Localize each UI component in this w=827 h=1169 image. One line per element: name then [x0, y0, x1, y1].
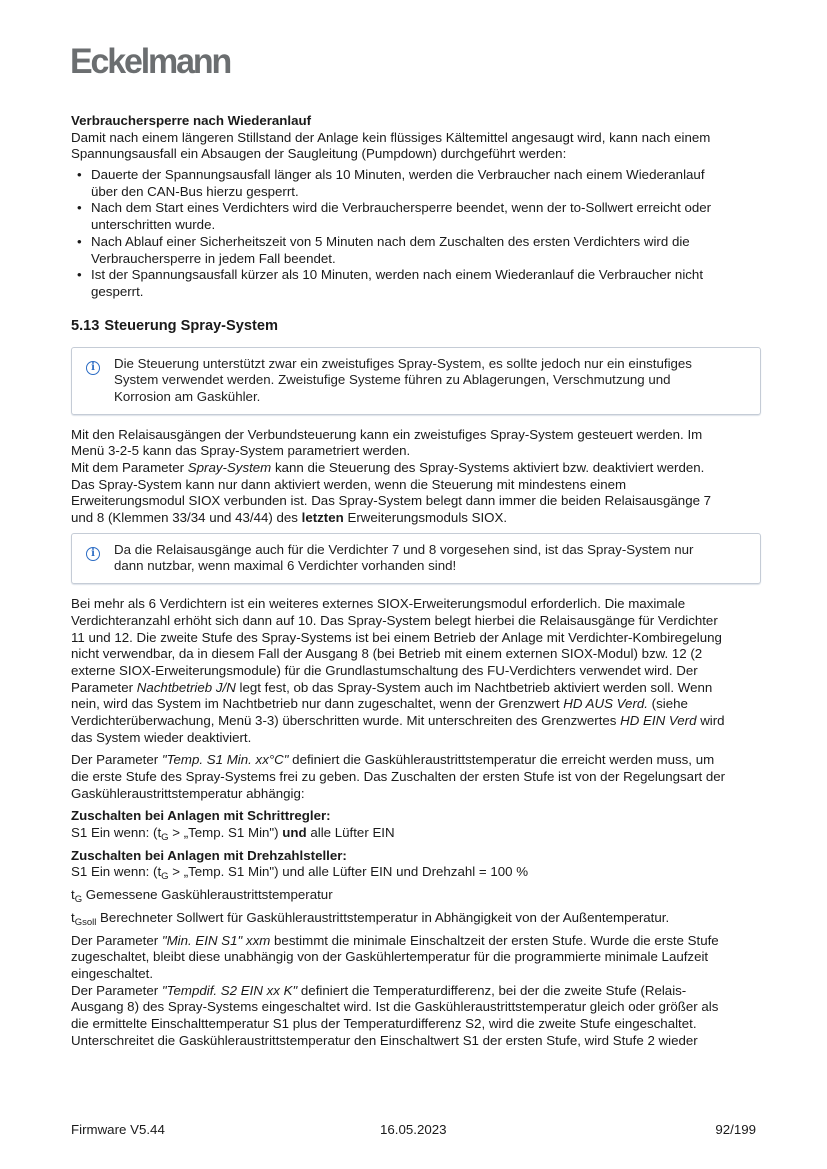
- text-segment: Berechneter Sollwert für Gaskühleraustrittstemperatur in Abhängigkeit von der Außentemperatur.: [96, 909, 670, 925]
- info-note: [71, 533, 761, 584]
- italic-text: "Tempdif. S2 EIN xx K": [161, 982, 298, 998]
- paragraph: [71, 427, 761, 527]
- subheading: [71, 113, 761, 130]
- text-segment: kann die Steuerung des Spray-Systems aktiviert bzw. deaktiviert werden.: [271, 460, 705, 475]
- list-item: [71, 167, 761, 200]
- eckelmann-logo: Eckelmann: [70, 42, 231, 81]
- text-line: [71, 864, 761, 881]
- text-line: externe SIOX-Erweiterungsmodule) für die Grundlastumschaltung des FU-Verdichters verwendet wird. Der: [71, 662, 698, 678]
- text-line: Erweiterungsmodul SIOX verbunden ist. Das Spray-System belegt dann immer die beiden Relaisausgänge 7: [71, 493, 712, 509]
- italic-text: "Min. EIN S1" xxm: [161, 932, 271, 948]
- subscript: Gsoll: [74, 916, 97, 928]
- info-icon: i: [86, 361, 100, 375]
- italic-text: Nachtbetrieb J/N: [136, 679, 236, 695]
- subscript: G: [161, 832, 169, 844]
- paragraph: [71, 910, 761, 927]
- text-segment: Der Parameter: [71, 982, 162, 998]
- text-segment: wird: [696, 712, 725, 728]
- text-segment: t: [71, 909, 75, 925]
- text-line: System verwendet werden. Zweistufige Systeme führen zu Ablagerungen, Verschmutzung und: [114, 372, 671, 388]
- paragraph: [71, 848, 761, 881]
- list-item: [71, 267, 761, 300]
- text-line: unterschritten wurde.: [91, 217, 216, 233]
- text-line: die ermittelte Einschalttemperatur S1 plus der Temperaturdifferenz S2, wird die zweite Stufe eingeschaltet.: [71, 1015, 697, 1031]
- text-line: [71, 825, 761, 842]
- text-segment: S1 Ein wenn: (t: [71, 864, 162, 880]
- text-segment: Parameter: [71, 679, 137, 695]
- text-segment: Mit dem Parameter: [71, 460, 188, 475]
- text-line: Ausgang 8) des Spray-Systems eingeschaltet wird. Ist die Gaskühleraustrittstemperatur gleich oder größer als: [71, 999, 719, 1015]
- section-title: Steuerung Spray-System: [104, 317, 278, 334]
- paragraph: [71, 596, 761, 746]
- paragraph: [71, 130, 761, 163]
- text-segment: alle Lüfter EIN: [306, 825, 395, 841]
- text-line: Die Steuerung unterstützt zwar ein zweistufiges Spray-System, es sollte jedoch nur ein einstufiges: [114, 355, 692, 371]
- text-segment: Der Parameter: [71, 932, 162, 948]
- text-segment: > „Temp. S1 Min") und alle Lüfter EIN und Drehzahl = 100 %: [168, 864, 529, 880]
- text-line: das System wieder deaktiviert.: [71, 729, 252, 745]
- text-segment: Der Parameter: [71, 752, 162, 768]
- text-segment: bestimmt die minimale Einschaltzeit der ersten Stufe. Wurde die erste Stufe: [270, 932, 719, 948]
- bullet-icon: •: [77, 167, 82, 183]
- bullet-icon: •: [77, 267, 82, 283]
- text-segment: S1 Ein wenn: (t: [71, 825, 162, 841]
- text-line: Spannungsausfall ein Absaugen der Saugleitung (Pumpdown) durchgeführt werden:: [71, 146, 567, 162]
- subscript: G: [74, 894, 83, 906]
- text-line: [71, 752, 761, 769]
- text-line: gesperrt.: [91, 283, 144, 299]
- text-line: [71, 933, 761, 950]
- text-line: über den CAN-Bus hierzu gesperrt.: [91, 183, 299, 199]
- text-segment: definiert die Gaskühleraustrittstemperatur die erreicht werden muss, um: [288, 752, 715, 768]
- text-line: Menü 3-2-5 kann das Spray-System parametriert werden.: [71, 443, 411, 459]
- text-line: Korrosion am Gaskühler.: [114, 388, 261, 404]
- text-line: Verdichteranzahl erhöht sich dann auf 10. Das Spray-System belegt hierbei die Relaisausgänge für Verdichter: [71, 612, 718, 628]
- paragraph: [71, 933, 761, 1050]
- bullet-list: [71, 167, 761, 301]
- text-line: Ist der Spannungsausfall kürzer als 10 Minuten, werden nach einem Wiederanlauf die Verbraucher nicht: [91, 267, 704, 283]
- text-segment: t: [71, 887, 75, 903]
- text-line: [71, 510, 761, 527]
- text-line: dann nutzbar, wenn maximal 6 Verdichter vorhanden sind!: [114, 558, 457, 574]
- text-line: Damit nach einem längeren Stillstand der Anlage kein flüssiges Kältemittel angesaugt wird, kann nach einem: [71, 129, 711, 145]
- italic-text: HD EIN Verd: [620, 712, 697, 728]
- list-item: [71, 234, 761, 267]
- text-segment: Gemessene Gaskühleraustrittstemperatur: [82, 887, 333, 903]
- text-segment: legt fest, ob das Spray-System auch im Nachtbetrieb aktiviert werden soll. Wenn: [235, 679, 713, 695]
- bold-text: und: [282, 825, 307, 841]
- paragraph: [71, 752, 761, 802]
- text-line: Nach dem Start eines Verdichters wird die Verbrauchersperre beendet, wenn der to-Sollwert erreicht oder: [91, 200, 712, 216]
- footer-page-number: 92/199: [715, 1122, 756, 1137]
- text-line: [71, 983, 761, 1000]
- text-line: nicht verwendbar, da in diesem Fall der Ausgang 8 (bei Betrieb mit einem externen SIOX-Modul) bzw. 12 (2: [71, 646, 703, 662]
- bold-text: Zuschalten bei Anlagen mit Drehzahlsteller:: [71, 847, 347, 863]
- text-line: Gaskühleraustrittstemperatur abhängig:: [71, 785, 305, 801]
- bullet-icon: •: [77, 233, 82, 249]
- text-line: [71, 887, 761, 904]
- italic-text: Spray-System: [187, 460, 272, 475]
- text-segment: definiert die Temperaturdifferenz, bei der die zweite Stufe (Relais-: [297, 982, 687, 998]
- italic-text: "Temp. S1 Min. xx°C": [161, 752, 289, 768]
- footer-date: 16.05.2023: [380, 1122, 447, 1137]
- subscript: G: [161, 871, 169, 883]
- info-icon: i: [86, 547, 100, 561]
- text-line: [71, 460, 761, 477]
- bullet-icon: •: [77, 200, 82, 216]
- text-line: 11 und 12. Die zweite Stufe des Spray-Systems ist bei einem Betrieb der Anlage mit Verdichter-Kombiregelung: [71, 629, 722, 645]
- footer-firmware: Firmware V5.44: [71, 1122, 165, 1137]
- bold-text: Zuschalten bei Anlagen mit Schrittregler:: [71, 808, 331, 824]
- paragraph: [71, 808, 761, 844]
- text-segment: > „Temp. S1 Min"): [168, 825, 283, 841]
- text-line: Verbrauchersperre in jedem Fall beendet.: [91, 250, 336, 266]
- italic-text: HD AUS Verd.: [563, 696, 648, 712]
- info-note: [71, 347, 761, 415]
- text-line: eingeschaltet.: [71, 965, 154, 981]
- list-item: [71, 200, 761, 233]
- text-line: die erste Stufe des Spray-Systems frei zu geben. Das Zuschalten der ersten Stufe ist von der Regelungsart der: [71, 769, 726, 784]
- text-segment: (siehe: [647, 696, 688, 712]
- text-line: [71, 848, 761, 865]
- document-body: [71, 113, 761, 1055]
- text-line: [71, 808, 761, 825]
- section-number: 5.13: [71, 317, 100, 334]
- text-segment: Verdichterüberwachung, Menü 3-3) überschritten wurde. Mit unterschreiten des Grenzwertes: [71, 712, 621, 728]
- bold-text: letzten: [301, 510, 344, 526]
- text-line: Das Spray-System kann nur dann aktiviert werden, wenn die Steuerung mit mindestens einem: [71, 476, 627, 492]
- text-line: [71, 910, 761, 927]
- text-line: zugeschaltet, bleibt diese unabhängig von der Gaskühlertemperatur für die programmierte minimale Laufzeit: [71, 949, 709, 965]
- text-segment: nein, wird das System im Nachtbetrieb nur dann zugeschaltet, wenn der Grenzwert: [71, 696, 564, 712]
- text-line: [71, 713, 761, 730]
- text-line: Dauerte der Spannungsausfall länger als 10 Minuten, werden die Verbraucher nach einem Wiederanlauf: [91, 167, 705, 183]
- text-segment: und 8 (Klemmen 33/34 und 43/44) des: [71, 510, 302, 526]
- text-segment: Erweiterungsmoduls SIOX.: [343, 510, 508, 526]
- text-line: Unterschreitet die Gaskühleraustrittstemperatur den Einschaltwert S1 der ersten Stufe, wird Stufe 2 wieder: [71, 1032, 698, 1048]
- section-heading: [71, 317, 761, 335]
- text-line: Da die Relaisausgänge auch für die Verdichter 7 und 8 vorgesehen sind, ist das Spray-System nur: [114, 541, 694, 557]
- paragraph: [71, 887, 761, 904]
- text-line: Bei mehr als 6 Verdichtern ist ein weiteres externes SIOX-Erweiterungsmodul erforderlich. Die maximale: [71, 596, 686, 612]
- text-line: Mit den Relaisausgängen der Verbundsteuerung kann ein zweistufiges Spray-System gesteuert werden. Im: [71, 426, 703, 442]
- text-line: Nach Ablauf einer Sicherheitszeit von 5 Minuten nach dem Zuschalten des ersten Verdichters wird die: [91, 233, 690, 249]
- text-line: [71, 696, 761, 713]
- text-line: [71, 680, 761, 697]
- text-line: Verbrauchersperre nach Wiederanlauf: [71, 113, 312, 128]
